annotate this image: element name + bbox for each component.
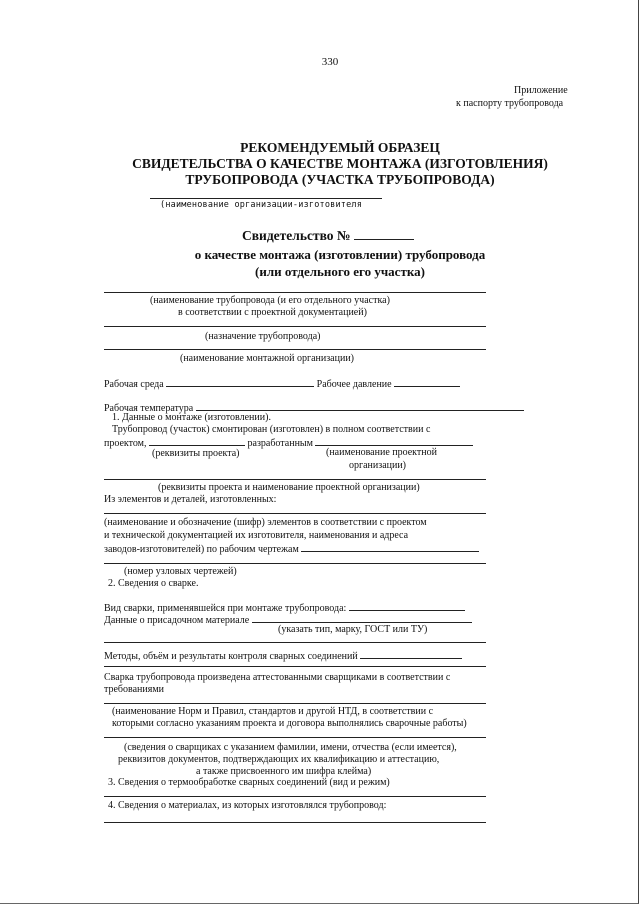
methods-label: Методы, объём и результаты контроля сварных соединений [104,651,358,662]
project-prefix: проектом, [104,438,147,449]
work-medium-label: Рабочая среда [104,379,164,390]
work-temperature-field[interactable] [196,401,524,411]
working-drawings-field[interactable] [301,542,479,552]
install-org-line[interactable] [104,349,486,350]
norms-caption-2: которыми согласно указаниям проекта и договора выполнялись сварочные работы) [112,718,467,729]
install-org-caption: (наименование монтажной организации) [180,353,354,364]
pipeline-name-caption-1: (наименование трубопровода (и его отдельного участка) [150,295,390,306]
project-org-caption-1: (наименование проектной [326,447,437,458]
certificate-number-field[interactable] [354,230,414,240]
org-caption: (наименование организации-изготовителя [160,200,363,210]
work-medium-row [104,377,460,391]
appendix-line-1: Приложение [514,85,568,96]
heading-line-2: СВИДЕТЕЛЬСТВА О КАЧЕСТВЕ МОНТАЖА (ИЗГОТОВЛЕНИЯ) [132,156,548,171]
project-details-field[interactable] [149,436,245,446]
node-drawings-line[interactable] [104,563,486,564]
filler-extra-line[interactable] [104,642,486,643]
norms-line[interactable] [104,703,486,704]
section-1-title: 1. Данные о монтаже (изготовлении). [112,412,271,423]
weld-type-field[interactable] [349,601,465,611]
pipeline-name-caption-2: в соответствии с проектной документацией) [178,307,367,318]
elements-row [104,542,479,556]
heading-line-3: ТРУБОПРОВОДА (УЧАСТКА ТРУБОПРОВОДА) [185,172,495,187]
developed-label: разработанным [247,438,313,449]
pipeline-name-line[interactable] [104,292,486,293]
materials-line[interactable] [104,822,486,823]
filler-label: Данные о присадочном материале [104,615,250,626]
project-details-org-caption: (реквизиты проекта и наименование проектной организации) [158,482,420,493]
node-drawings-caption: (номер узловых чертежей) [124,566,237,577]
norms-caption-1: (наименование Норм и Правил, стандартов и другой НТД, в соответствии с [112,706,434,717]
methods-extra-line[interactable] [104,666,486,667]
certificate-subtitle-2: (или отдельного его участка) [255,264,425,279]
work-medium-field[interactable] [166,377,314,387]
purpose-caption: (назначение трубопровода) [205,331,321,342]
project-details-org-line[interactable] [104,479,486,480]
section-3-title: 3. Сведения о термообработке сварных соединений (вид и режим) [108,777,390,788]
certificate-title [242,228,414,244]
org-name-line [150,198,382,199]
work-pressure-label: Рабочее давление [316,379,392,390]
certificate-title-text: Свидетельство № [242,228,351,243]
project-org-caption-2: организации) [349,460,407,471]
filler-field[interactable] [252,613,472,623]
elements-caption-2: и технической документацией их изготовителя, наименования и адреса [104,530,409,541]
page-number: 330 [321,56,339,68]
elements-caption-1: (наименование и обозначение (шифр) элементов в соответствии с проектом [104,517,427,528]
filler-caption: (указать тип, марку, ГОСТ или ТУ) [278,624,428,635]
section-4-title: 4. Сведения о материалах, из которых изготовлялся трубопровод: [108,800,387,811]
elements-line[interactable] [104,513,486,514]
certificate-subtitle-1: о качестве монтажа (изготовлении) трубопровода [194,247,486,262]
project-details-caption: (реквизиты проекта) [152,448,240,459]
welders-caption-1: (сведения о сварщиках с указанием фамилии, имени, отчества (если имеется), [124,742,457,753]
elements-prefix: Из элементов и деталей, изготовленных: [104,494,277,505]
elements-caption-3: заводов-изготовителей) по рабочим чертежам [104,544,299,555]
purpose-line[interactable] [104,326,486,327]
heat-treatment-line[interactable] [104,796,486,797]
heading-line-1: РЕКОМЕНДУЕМЫЙ ОБРАЗЕЦ [240,140,440,155]
methods-row [104,649,462,663]
work-temperature-label: Рабочая температура [104,403,194,414]
welders-caption-3: а также присвоенного им шифра клейма) [196,766,372,777]
welders-line[interactable] [104,737,486,738]
welders-caption-2: реквизитов документов, подтверждающих их квалификацию и аттестацию, [118,754,440,765]
installed-text-1: Трубопровод (участок) смонтирован (изготовлен) в полном соответствии с [112,424,431,435]
welding-done-2: требованиями [104,684,165,695]
weld-type-label: Вид сварки, применявшейся при монтаже трубопровода: [104,603,347,614]
work-pressure-field[interactable] [394,377,460,387]
appendix-line-2: к паспорту трубопровода [456,98,564,109]
project-org-field[interactable] [315,436,473,446]
section-2-title: 2. Сведения о сварке. [108,578,199,589]
welding-done-1: Сварка трубопровода произведена аттестованными сварщиками в соответствии с [104,672,451,683]
methods-field[interactable] [360,649,462,659]
